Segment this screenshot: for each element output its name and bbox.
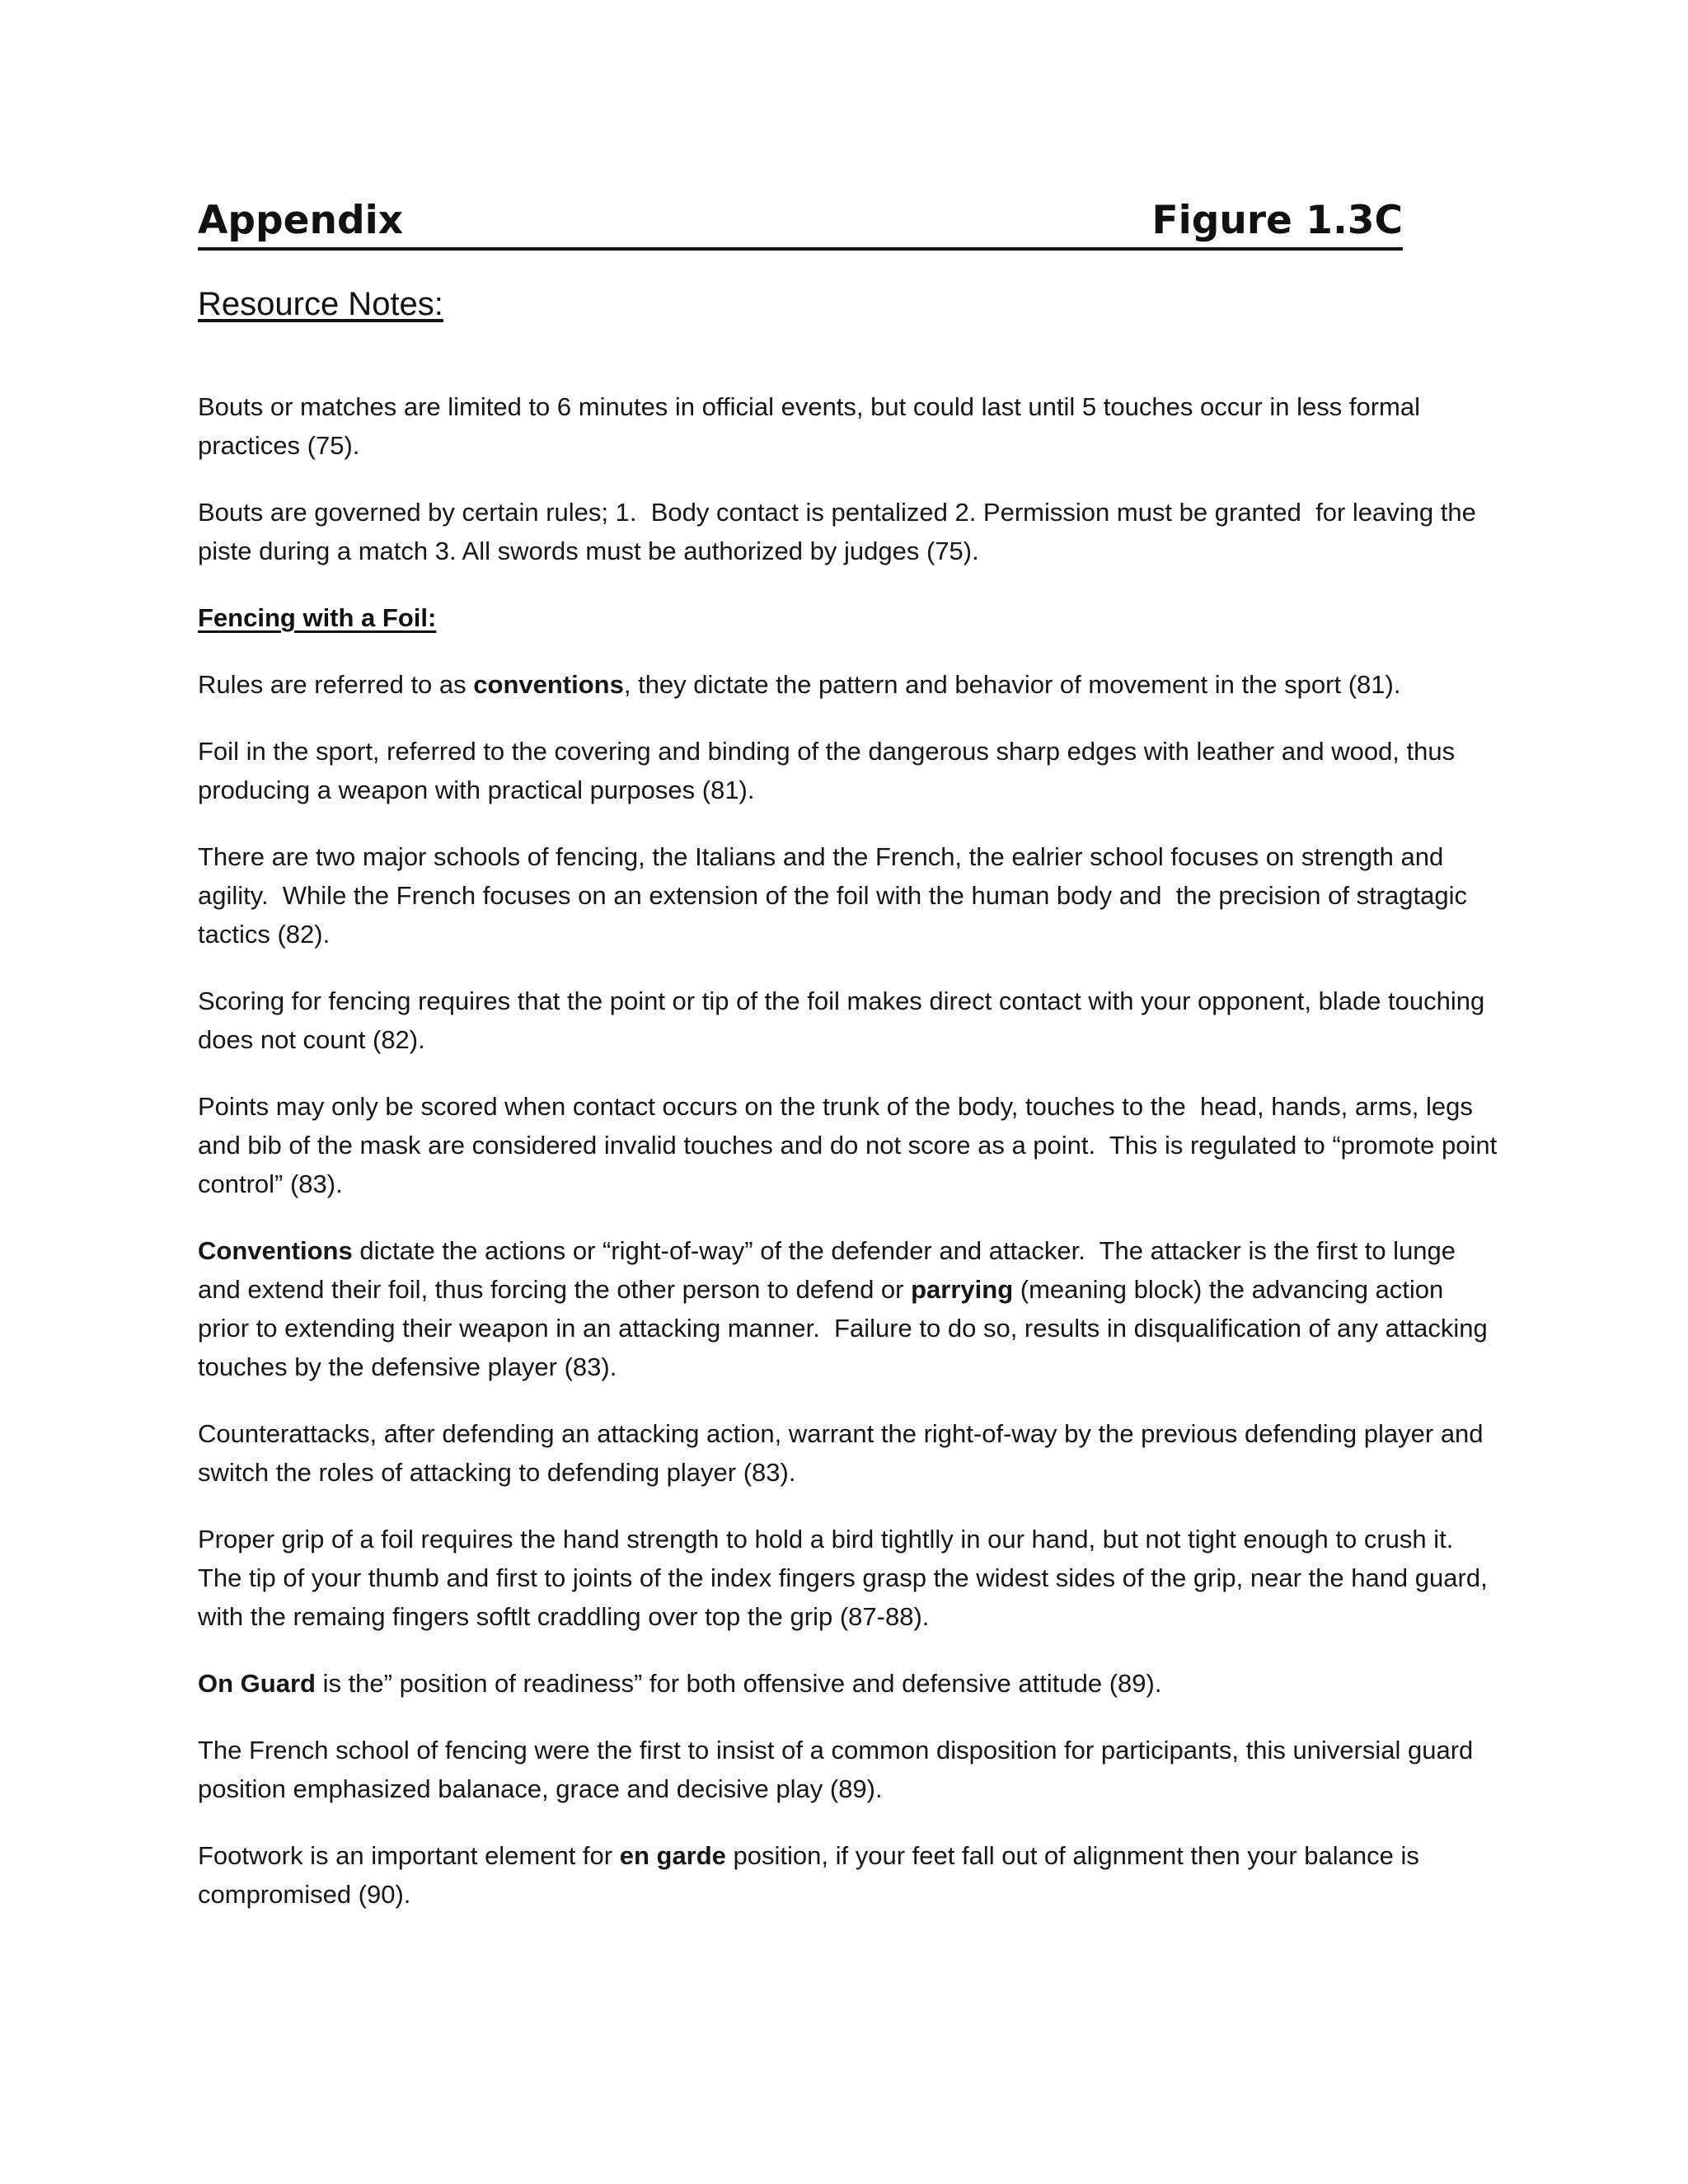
notes-body xyxy=(198,387,1504,1942)
paragraph-bout-duration: Bouts or matches are limited to 6 minutes in official events, but could last until 5 touches occur in less formal practices (75). xyxy=(198,392,1428,460)
bold-term-en-garde: en garde xyxy=(619,1841,726,1870)
text-segment: (meaning block) the advancing action prior to extending their weapon in an attacking manner. Failure to do so, results in disqualification of any attacking touches by the defensive player (83). xyxy=(198,1275,1495,1381)
appendix-header xyxy=(198,198,1403,251)
appendix-title: Appendix xyxy=(198,198,404,243)
paragraph-on-guard xyxy=(198,1664,1500,1703)
paragraph-scoring: Scoring for fencing requires that the point or tip of the foil makes direct contact with your opponent, blade touching does not count (82). xyxy=(198,987,1492,1054)
text-segment: Footwork is an important element for xyxy=(198,1841,620,1870)
figure-label: Figure 1.3C xyxy=(1151,198,1403,243)
text-segment: , they dictate the pattern and behavior of movement in the sport (81). xyxy=(623,670,1401,699)
bold-term-conventions: conventions xyxy=(473,670,624,699)
paragraph-valid-touches: Points may only be scored when contact occurs on the trunk of the body, touches to the head, hands, arms, legs and bib of the mask are considered invalid touches and do not score as a point. This is regulated to “promote point control” (83). xyxy=(198,1092,1504,1198)
bold-term-parrying: parrying xyxy=(911,1275,1014,1304)
text-segment: position, if your feet fall out of alignment then your balance is compromised (90). xyxy=(198,1841,1427,1909)
paragraph-conventions xyxy=(198,665,1500,704)
bold-term-on-guard: On Guard xyxy=(198,1669,316,1698)
bold-term-conventions: Conventions xyxy=(198,1236,353,1265)
paragraph-right-of-way xyxy=(198,1231,1500,1386)
paragraph-proper-grip: Proper grip of a foil requires the hand strength to hold a bird tightlly in our hand, but not tight enough to crush it. The tip of your thumb and first to joints of the index fingers grasp the widest sides of the grip, near the hand guard, with the remaing fingers softlt craddling over top the grip (87-88). xyxy=(198,1525,1495,1631)
paragraph-counterattacks: Counterattacks, after defending an attacking action, warrant the right-of-way by the previous defending player and switch the roles of attacking to defending player (83). xyxy=(198,1419,1491,1487)
paragraph-bout-rules: Bouts are governed by certain rules; 1. Body contact is pentalized 2. Permission must be granted for leaving the piste during a match 3. All swords must be authorized by judges (75). xyxy=(198,498,1484,565)
resource-notes-heading: Resource Notes: xyxy=(198,286,443,322)
section-title-fencing-with-foil: Fencing with a Foil: xyxy=(198,603,437,632)
paragraph-foil-definition: Foil in the sport, referred to the covering and binding of the dangerous sharp edges with leather and wood, thus producing a weapon with practical purposes (81). xyxy=(198,737,1462,804)
paragraph-footwork xyxy=(198,1836,1500,1914)
paragraph-french-school-guard: The French school of fencing were the first to insist of a common disposition for participants, this universial guard position emphasized balanace, grace and decisive play (89). xyxy=(198,1736,1480,1803)
text-segment: dictate the actions or “right-of-way” of the defender and attacker. The attacker is the first to lunge and extend their foil, thus forcing the other person to defend or xyxy=(198,1236,1463,1304)
text-segment: is the” position of readiness” for both offensive and defensive attitude (89). xyxy=(315,1669,1162,1698)
text-segment: Rules are referred to as xyxy=(198,670,474,699)
paragraph-schools-of-fencing: There are two major schools of fencing, the Italians and the French, the ealrier school focuses on strength and agility. While the French focuses on an extension of the foil with the human body and the precision of stragtagic tactics (82). xyxy=(198,842,1475,949)
